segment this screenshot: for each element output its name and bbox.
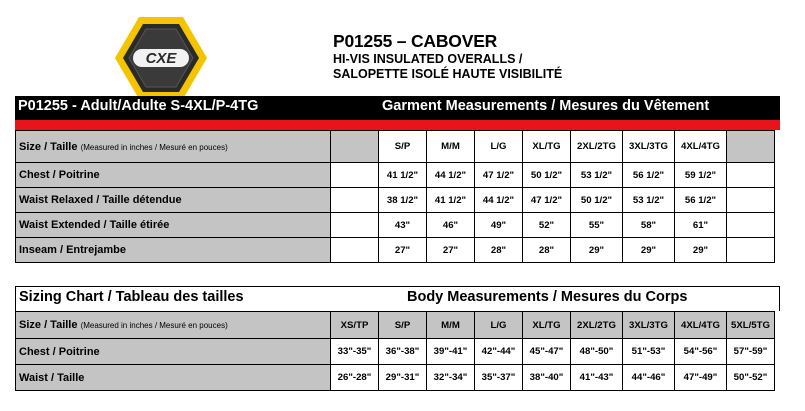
table-cell: 53 1/2" <box>623 188 675 213</box>
table-cell: 36"-38" <box>379 339 427 365</box>
size-label-cell <box>16 312 331 339</box>
logo-text: CXE <box>145 50 177 67</box>
table-row <box>16 213 775 238</box>
row-label: Waist / Taille <box>16 365 331 391</box>
size-header-cell: L/G <box>475 312 523 339</box>
size-header-cell: 3XL/3TG <box>623 312 675 339</box>
table-cell: 44 1/2" <box>427 163 475 188</box>
table-cell: 45"-47" <box>523 339 571 365</box>
table-cell: 56 1/2" <box>623 163 675 188</box>
table-row <box>16 163 775 188</box>
table-row <box>16 188 775 213</box>
table-cell: 41"-43" <box>571 365 623 391</box>
product-title: P01255 – CABOVER <box>333 31 498 51</box>
row-label: Waist Relaxed / Taille détendue <box>16 188 331 213</box>
table-cell: 27" <box>379 238 427 263</box>
table-cell: 33"-35" <box>331 339 379 365</box>
size-note: (Measured in inches / Mesuré en pouces) <box>80 321 228 330</box>
table-cell: 53 1/2" <box>571 163 623 188</box>
cxe-hexagon-logo <box>113 15 209 101</box>
table-cell: 59 1/2" <box>675 163 727 188</box>
row-label: Waist Extended / Taille étirée <box>16 213 331 238</box>
table-cell <box>331 188 379 213</box>
row-label: Chest / Poitrine <box>16 339 331 365</box>
garment-size-header-row <box>16 131 775 163</box>
size-note: (Measured in inches / Mesuré en pouces) <box>80 142 228 152</box>
table-cell: 50 1/2" <box>523 163 571 188</box>
table-cell <box>727 213 775 238</box>
table-cell: 56 1/2" <box>675 188 727 213</box>
table-cell: 42"-44" <box>475 339 523 365</box>
table-cell: 35"-37" <box>475 365 523 391</box>
product-subtitle-fr: SALOPETTE ISOLÉ HAUTE VISIBILITÉ <box>333 67 563 81</box>
size-header-cell: 5XL/5TG <box>727 312 775 339</box>
table-cell <box>331 213 379 238</box>
table-cell: 41 1/2" <box>379 163 427 188</box>
garment-table-title: P01255 - Adult/Adulte S-4XL/P-4TG <box>18 98 259 114</box>
table-cell: 47 1/2" <box>523 188 571 213</box>
table-cell: 52" <box>523 213 571 238</box>
size-header-cell: L/G <box>475 131 523 163</box>
body-size-header-row <box>16 312 775 339</box>
product-subtitle-en: HI-VIS INSULATED OVERALLS / <box>333 52 523 66</box>
table-row <box>16 238 775 263</box>
size-header-cell: XL/TG <box>523 312 571 339</box>
table-cell: 48"-50" <box>571 339 623 365</box>
garment-measurements-section <box>15 96 780 263</box>
table-cell: 43" <box>379 213 427 238</box>
size-header-cell: 3XL/3TG <box>623 131 675 163</box>
size-header-cell: 2XL/2TG <box>571 312 623 339</box>
table-cell: 39"-41" <box>427 339 475 365</box>
size-header-cell: 4XL/4TG <box>675 312 727 339</box>
size-header-cell: 4XL/4TG <box>675 131 727 163</box>
size-header-cell: 2XL/2TG <box>571 131 623 163</box>
table-cell <box>727 188 775 213</box>
table-cell: 41 1/2" <box>427 188 475 213</box>
table-cell <box>727 238 775 263</box>
size-header-cell <box>331 131 379 163</box>
table-cell: 38"-40" <box>523 365 571 391</box>
table-row <box>16 365 775 391</box>
size-header-cell: S/P <box>379 131 427 163</box>
row-label: Chest / Poitrine <box>16 163 331 188</box>
size-header-cell: S/P <box>379 312 427 339</box>
table-cell: 44"-46" <box>623 365 675 391</box>
table-cell: 29"-31" <box>379 365 427 391</box>
body-title-bar <box>15 286 780 311</box>
table-cell: 47 1/2" <box>475 163 523 188</box>
table-cell: 46" <box>427 213 475 238</box>
table-cell <box>331 163 379 188</box>
table-cell <box>727 163 775 188</box>
product-title-block <box>333 30 562 82</box>
garment-measurements-table <box>15 130 775 263</box>
table-cell: 28" <box>523 238 571 263</box>
size-header-cell <box>727 131 775 163</box>
table-cell: 44 1/2" <box>475 188 523 213</box>
table-cell: 50"-52" <box>727 365 775 391</box>
body-measurements-heading: Body Measurements / Mesures du Corps <box>407 289 688 305</box>
table-cell: 57"-59" <box>727 339 775 365</box>
table-cell: 58" <box>623 213 675 238</box>
table-cell: 29" <box>571 238 623 263</box>
table-cell: 29" <box>623 238 675 263</box>
row-label: Inseam / Entrejambe <box>16 238 331 263</box>
size-header-cell: M/M <box>427 131 475 163</box>
table-cell: 51"-53" <box>623 339 675 365</box>
table-cell: 27" <box>427 238 475 263</box>
garment-title-bar <box>15 96 780 120</box>
table-cell: 49" <box>475 213 523 238</box>
body-measurements-section <box>15 286 780 391</box>
table-cell: 38 1/2" <box>379 188 427 213</box>
table-row <box>16 339 775 365</box>
table-cell <box>331 238 379 263</box>
table-cell: 54"-56" <box>675 339 727 365</box>
table-cell: 29" <box>675 238 727 263</box>
size-header-cell: XL/TG <box>523 131 571 163</box>
size-header-cell: XS/TP <box>331 312 379 339</box>
size-label-cell <box>16 131 331 163</box>
table-cell: 55" <box>571 213 623 238</box>
table-cell: 50 1/2" <box>571 188 623 213</box>
table-cell: 47"-49" <box>675 365 727 391</box>
size-header-cell: M/M <box>427 312 475 339</box>
garment-measurements-heading: Garment Measurements / Mesures du Vêtement <box>382 98 710 114</box>
table-cell: 61" <box>675 213 727 238</box>
size-label: Size / Taille <box>19 140 78 153</box>
sizing-chart-title: Sizing Chart / Tableau des tailles <box>19 289 244 305</box>
table-cell: 26"-28" <box>331 365 379 391</box>
table-cell: 28" <box>475 238 523 263</box>
red-divider <box>15 120 780 130</box>
body-measurements-table <box>15 311 775 391</box>
size-label: Size / Taille <box>19 319 78 331</box>
table-cell: 32"-34" <box>427 365 475 391</box>
